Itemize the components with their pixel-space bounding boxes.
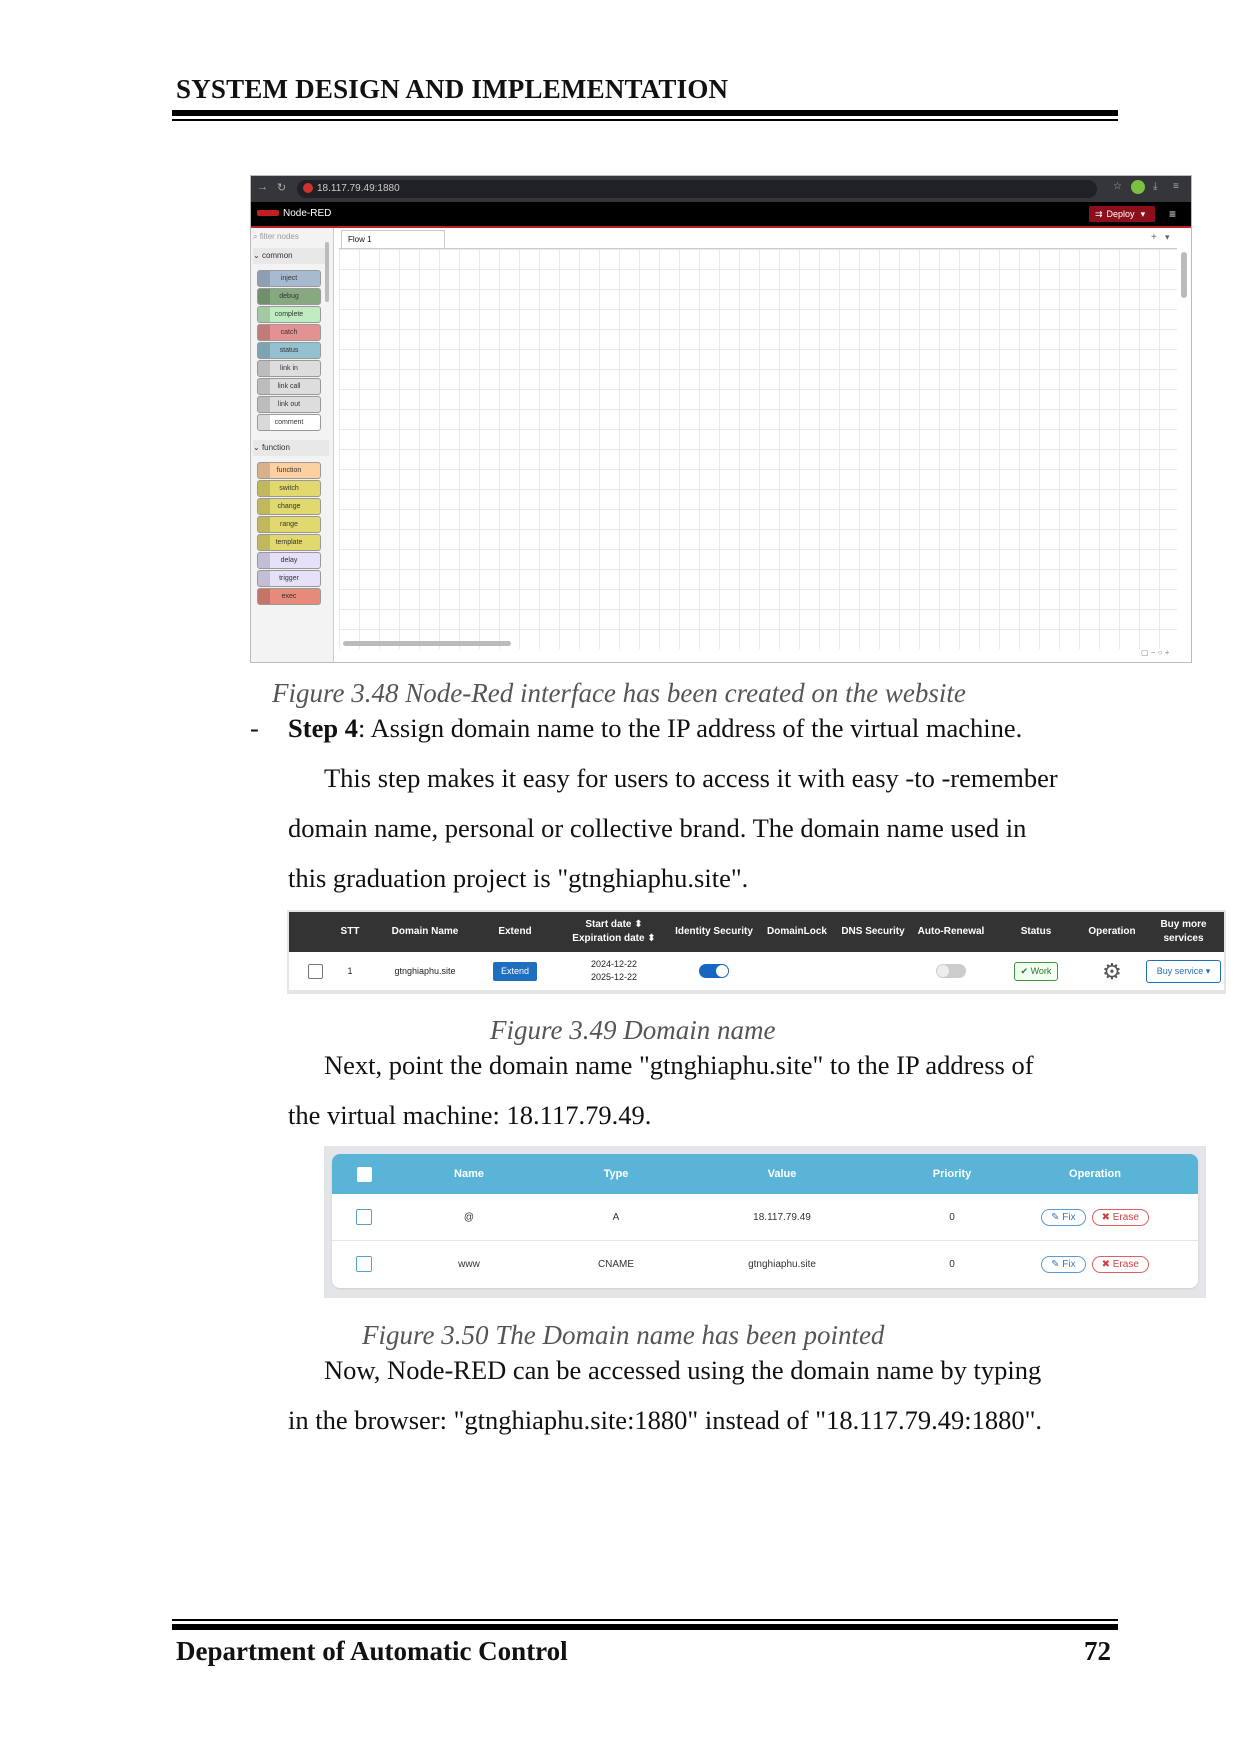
step4-text: : Assign domain name to the IP address of the virtual machine. <box>357 713 1023 743</box>
palette-node-link-call[interactable]: link call <box>257 378 321 395</box>
address-bar[interactable] <box>297 180 1097 198</box>
palette-node-change[interactable]: change <box>257 498 321 515</box>
extend-button[interactable]: Extend <box>493 962 537 981</box>
row-type: CNAME <box>597 1258 635 1270</box>
download-icon[interactable]: ⤓ <box>1153 181 1158 192</box>
col-extend: Extend <box>498 926 532 937</box>
canvas-horizontal-scrollbar[interactable] <box>343 641 511 646</box>
para1-line1: This step makes it easy for users to access it with easy -to -remember <box>324 763 1058 793</box>
add-flow-icon[interactable]: + <box>1151 232 1157 243</box>
node-icon <box>258 289 270 304</box>
col-buy-more: Buy more services <box>1160 919 1207 944</box>
status-badge: ✔ Work <box>1014 962 1059 981</box>
erase-button[interactable]: ✖ Erase <box>1092 1209 1149 1226</box>
col-dns-security: DNS Security <box>841 926 905 937</box>
col-auto-renewal: Auto-Renewal <box>917 926 985 937</box>
para2-line1: Next, point the domain name "gtnghiaphu.site" to the IP address of <box>324 1050 1034 1080</box>
palette-node-trigger[interactable]: trigger <box>257 570 321 587</box>
palette-node-comment[interactable]: comment <box>257 414 321 431</box>
deploy-icon: ⇉ <box>1095 209 1103 219</box>
figure-348-caption: Figure 3.48 Node-Red interface has been created on the website <box>272 678 966 708</box>
palette-node-delay[interactable]: delay <box>257 552 321 569</box>
nodered-logo-icon <box>257 210 279 216</box>
page-number: 72 <box>1084 1636 1111 1666</box>
col-name: Name <box>454 1168 484 1180</box>
palette-node-template[interactable]: template <box>257 534 321 551</box>
chevron-down-icon: ⌄ <box>253 251 262 260</box>
search-icon: ⌕ <box>253 232 260 241</box>
tab-flow-1[interactable]: Flow 1 <box>341 230 445 249</box>
domain-table <box>287 910 1226 994</box>
row-checkbox[interactable] <box>356 1209 372 1225</box>
domain-table-header <box>289 912 1224 952</box>
nodered-header <box>251 202 1191 228</box>
col-operation: Operation <box>1088 926 1136 937</box>
identity-security-toggle[interactable] <box>699 964 729 978</box>
row-priority: 0 <box>949 1211 955 1223</box>
gear-icon[interactable]: ⚙ <box>1102 958 1122 984</box>
buy-service-button[interactable]: Buy service ▾ <box>1146 960 1222 983</box>
figure-349-caption: Figure 3.49 Domain name <box>490 1015 776 1045</box>
row-type: A <box>612 1211 620 1223</box>
col-identity-security: Identity Security <box>675 926 753 937</box>
node-icon <box>258 517 270 532</box>
hamburger-menu-icon[interactable]: ≡ <box>1169 207 1177 221</box>
palette-node-range[interactable]: range <box>257 516 321 533</box>
para3-line1: Now, Node-RED can be accessed using the domain name by typing <box>324 1355 1042 1385</box>
col-expiration-date[interactable]: Expiration date ⬍ <box>572 933 656 944</box>
erase-button[interactable]: ✖ Erase <box>1092 1256 1149 1273</box>
node-icon <box>258 361 270 376</box>
fix-button[interactable]: ✎ Fix <box>1041 1209 1086 1226</box>
para2-line2: the virtual machine: 18.117.79.49. <box>288 1100 652 1130</box>
palette-filter-input[interactable]: ⌕ filter nodes <box>253 232 299 241</box>
dns-table-header <box>332 1154 1198 1194</box>
palette-node-status[interactable]: status <box>257 342 321 359</box>
palette-node-complete[interactable]: complete <box>257 306 321 323</box>
step4-line <box>288 713 1022 744</box>
row-domain-name: gtnghiaphu.site <box>394 965 456 976</box>
row-value: gtnghiaphu.site <box>748 1258 816 1270</box>
col-priority: Priority <box>932 1168 972 1180</box>
node-icon <box>258 343 270 358</box>
bookmark-icon[interactable]: ☆ <box>1113 181 1122 192</box>
deploy-button[interactable]: ⇉ Deploy ▾ <box>1089 206 1155 222</box>
palette-node-catch[interactable]: catch <box>257 324 321 341</box>
node-icon <box>258 397 270 412</box>
node-icon <box>258 481 270 496</box>
palette-node-inject[interactable]: inject <box>257 270 321 287</box>
row-checkbox[interactable] <box>356 1256 372 1272</box>
node-icon <box>258 307 270 322</box>
node-palette <box>251 228 334 662</box>
palette-node-switch[interactable]: switch <box>257 480 321 497</box>
browser-toolbar <box>251 176 1191 202</box>
node-icon <box>258 325 270 340</box>
node-icon <box>258 571 270 586</box>
figure-350-caption: Figure 3.50 The Domain name has been pointed <box>362 1320 885 1350</box>
footer-department: Department of Automatic Control <box>176 1636 568 1666</box>
palette-node-debug[interactable]: debug <box>257 288 321 305</box>
select-all-checkbox[interactable] <box>357 1167 372 1182</box>
col-domainlock: DomainLock <box>766 926 827 937</box>
node-icon <box>258 463 270 478</box>
row-name: @ <box>463 1211 475 1223</box>
row-name: www <box>458 1258 480 1270</box>
header-rule-thick <box>172 110 1118 116</box>
para1-line2: domain name, personal or collective brand. The domain name used in <box>288 813 1027 843</box>
nodered-brand: Node-RED <box>283 208 332 219</box>
header-rule-thin <box>172 119 1118 121</box>
palette-node-link-out[interactable]: link out <box>257 396 321 413</box>
palette-node-exec[interactable]: exec <box>257 588 321 605</box>
node-icon <box>258 379 270 394</box>
palette-node-function[interactable]: function <box>257 462 321 479</box>
col-type: Type <box>603 1168 629 1180</box>
step4-label: Step 4 <box>288 713 358 743</box>
row-stt: 1 <box>347 965 353 976</box>
footer-rule-thin <box>172 1619 1118 1621</box>
node-icon <box>258 535 270 550</box>
site-info-icon[interactable] <box>303 183 313 193</box>
palette-category-common[interactable]: ⌄ common <box>253 248 329 264</box>
palette-node-link-in[interactable]: link in <box>257 360 321 377</box>
node-icon <box>258 271 270 286</box>
table-row <box>332 1241 1198 1287</box>
node-icon <box>258 415 270 430</box>
footer-rule-thick <box>172 1624 1118 1630</box>
expiration-date: 2025-12-22 <box>590 972 638 982</box>
col-value: Value <box>767 1168 797 1180</box>
canvas-vertical-scrollbar[interactable] <box>1181 252 1187 298</box>
palette-category-function[interactable]: ⌄ function <box>253 440 329 456</box>
menu-icon[interactable]: ≡ <box>1173 181 1179 192</box>
palette-scrollbar[interactable] <box>325 242 329 302</box>
node-icon <box>258 589 270 604</box>
row-value: 18.117.79.49 <box>753 1211 811 1223</box>
col-domain-name: Domain Name <box>391 926 459 937</box>
node-icon <box>258 499 270 514</box>
table-row <box>289 952 1224 990</box>
para3-line2: in the browser: "gtnghiaphu.site:1880" instead of "18.117.79.49:1880". <box>288 1405 1043 1435</box>
col-dates[interactable] <box>559 912 669 952</box>
col-status: Status <box>1020 926 1052 937</box>
dns-records-table <box>324 1146 1206 1298</box>
col-start-date[interactable]: Start date ⬍ <box>585 919 643 930</box>
page-header-title: SYSTEM DESIGN AND IMPLEMENTATION <box>176 74 729 104</box>
auto-renewal-toggle[interactable] <box>936 964 966 978</box>
zoom-controls-icon[interactable]: ▢ − ○ + <box>1141 648 1170 657</box>
reload-icon[interactable]: ↻ <box>277 182 287 194</box>
row-checkbox[interactable] <box>308 964 323 979</box>
row-priority: 0 <box>949 1258 955 1270</box>
flow-canvas[interactable] <box>339 248 1177 649</box>
table-row <box>332 1194 1198 1241</box>
profile-icon[interactable] <box>1131 180 1145 194</box>
col-stt: STT <box>340 926 360 937</box>
start-date: 2024-12-22 <box>590 959 638 969</box>
col-operation: Operation <box>1069 1168 1121 1180</box>
node-icon <box>258 553 270 568</box>
para1-line3: this graduation project is "gtnghiaphu.site". <box>288 863 749 893</box>
fix-button[interactable]: ✎ Fix <box>1041 1256 1086 1273</box>
back-icon[interactable]: → <box>257 181 268 193</box>
url-text: 18.117.79.49:1880 <box>317 183 400 194</box>
bullet-dash: - <box>250 713 259 743</box>
nodered-screenshot <box>250 175 1192 663</box>
chevron-down-icon: ▾ <box>1140 209 1146 219</box>
chevron-down-icon: ⌄ <box>253 443 262 452</box>
chevron-down-icon[interactable]: ▾ <box>1165 232 1170 242</box>
